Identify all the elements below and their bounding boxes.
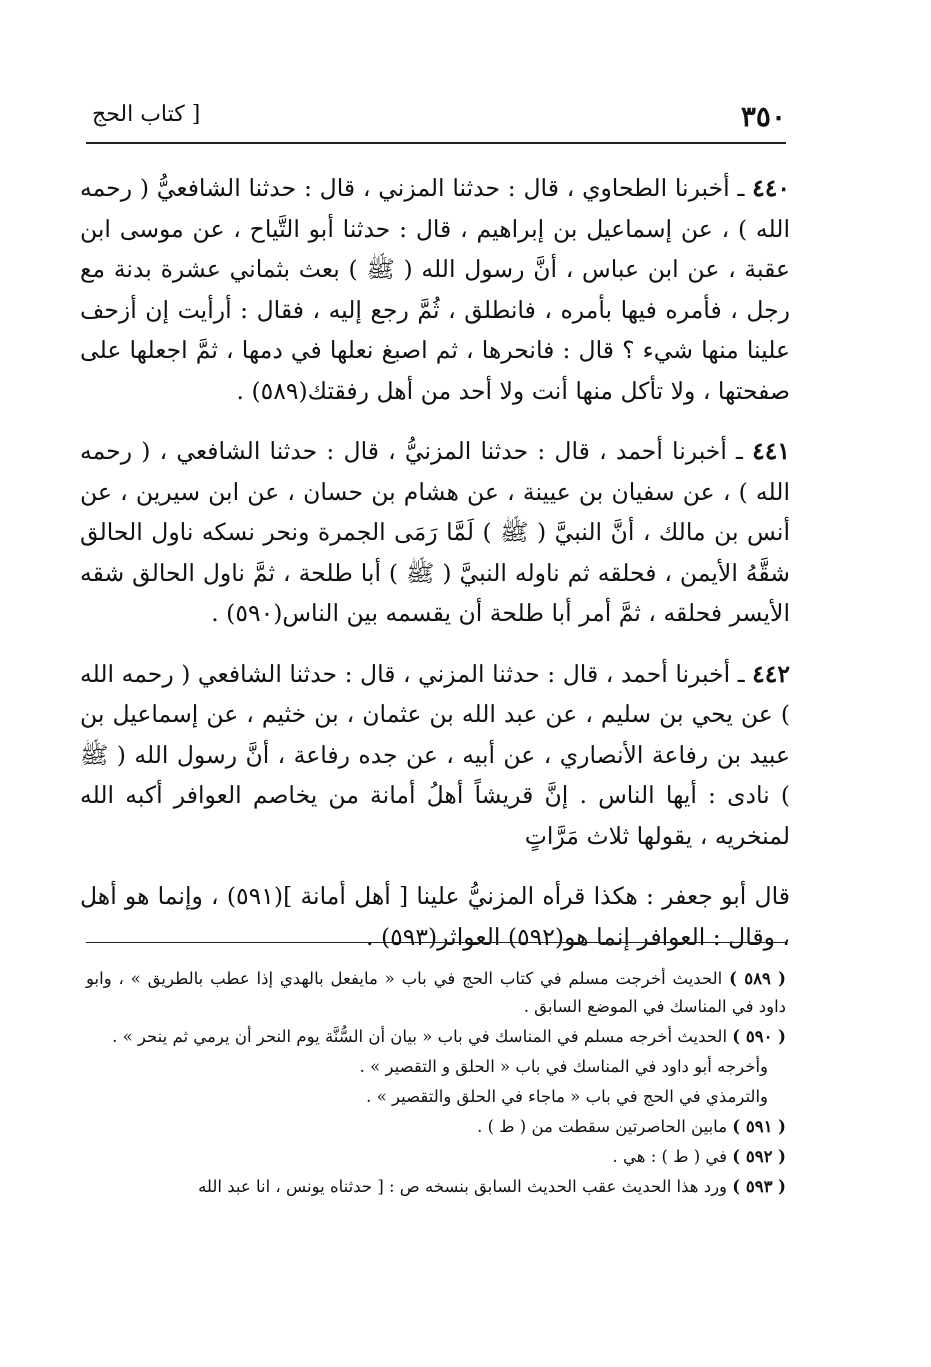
footnote-text: ورد هذا الحديث عقب الحديث السابق بنسخه ص : [ حدثناه يونس ، انا عبد الله [198, 1177, 733, 1196]
footnote-number: ( ٥٩٠ ) [732, 1027, 786, 1046]
footnote-590 [86, 1023, 786, 1051]
page-header [86, 96, 786, 144]
hadith-440 [80, 168, 790, 411]
footnote-text: والترمذي في الحج في باب « ماجاء في الحلق والتقصير » . [366, 1087, 768, 1106]
hadith-441 [80, 431, 790, 634]
footnote-592 [86, 1143, 786, 1171]
footnote-591 [86, 1113, 786, 1141]
footnote-593 [86, 1173, 786, 1201]
footnote-divider [86, 942, 786, 943]
hadith-number: ٤٤١ [752, 437, 790, 465]
page-number: ٣٥٠ [740, 100, 786, 133]
footnote-text: في ( ط ) : هي . [612, 1147, 733, 1166]
main-text [80, 168, 790, 957]
hadith-number: ٤٤٠ [752, 174, 790, 202]
narrator-note: قال أبو جعفر : هكذا قرأه المزنيُّ علينا [ أهل أمانة ](٥٩١) ، وإنما هو أهل ، وقال : العوافر إنما هو(٥٩٢) العواثر(٥٩٣) . [80, 882, 790, 951]
footnote-text: الحديث أخرجه مسلم في المناسك في باب « بيان أن السُّنَّة يوم النحر أن يرمي ثم ينحر » . [112, 1027, 733, 1046]
footnote-590-continued-1 [86, 1053, 786, 1081]
footnotes [86, 965, 786, 1203]
footnote-text: الحديث أخرجت مسلم في كتاب الحج في باب « مايفعل بالهدي إذا عطب بالطريق » ، وابو داود في المناسك في الموضع السابق . [86, 969, 786, 1016]
footnote-589 [86, 965, 786, 1021]
footnote-number: ( ٥٩١ ) [732, 1117, 786, 1136]
footnote-number: ( ٥٩٢ ) [732, 1147, 786, 1166]
hadith-number: ٤٤٢ [752, 659, 790, 688]
hadith-text: ـ أخبرنا الطحاوي ، قال : حدثنا المزني ، قال : حدثنا الشافعيُّ ( رحمه الله ) ، عن إسماعيل بن إبراهيم ، قال : حدثنا أبو التَّياح ، عن موسى ابن عقبة ، عن ابن عباس ، أنَّ رسول الله ( ﷺ ) بعث بثماني عشرة بدنة مع رجل ، فأمره فيها بأمره ، فانطلق ، ثُمَّ رجع إليه ، فقال : أرأيت إن أزحف علينا منها شيء ؟ قال : فانحرها ، ثم اصبغ نعلها في دمها ، ثمَّ اجعلها على صفحتها ، ولا تأكل منها أنت ولا أحد من أهل رفقتك(٥٨٩) . [80, 174, 790, 405]
running-head: [ كتاب الحج [92, 102, 201, 127]
hadith-442 [80, 654, 790, 857]
hadith-text: ـ أخبرنا أحمد ، قال : حدثنا المزنيُّ ، قال : حدثنا الشافعي ، ( رحمه الله ) ، عن سفيان بن عيينة ، عن هشام بن حسان ، عن ابن سيرين ، عن أنس بن مالك ، أنَّ النبيَّ ( ﷺ ) لَمَّا رَمَى الجمرة ونحر نسكه ناول الحالق شقَّهُ الأيمن ، فحلقه ثم ناوله النبيَّ ( ﷺ ) أبا طلحة ، ثمَّ ناول الحالق شقه الأيسر فحلقه ، ثمَّ أمر أبا طلحة أن يقسمه بين الناس(٥٩٠) . [80, 437, 790, 627]
footnote-number: ( ٥٨٩ ) [729, 969, 786, 988]
footnote-number: ( ٥٩٣ ) [732, 1177, 786, 1196]
footnote-text: وأخرجه أبو داود في المناسك في باب « الحلق و التقصير » . [359, 1057, 768, 1076]
footnote-text: مابين الحاصرتين سقطت من ( ط ) . [477, 1117, 733, 1136]
hadith-text: ـ أخبرنا أحمد ، قال : حدثنا المزني ، قال : حدثنا الشافعي ( رحمه الله ) عن يحي بن سليم ، عن عبد الله بن عثمان ، بن خثيم ، عن إسماعيل بن عبيد بن رفاعة الأنصاري ، عن أبيه ، عن جده رفاعة ، أنَّ رسول الله ( ﷺ ) نادى : أيها الناس . إنَّ قريشاً أهلُ أمانة من يخاصم العوافر أكبه الله لمنخريه ، يقولها ثلاث مَرَّاتٍ [80, 659, 790, 850]
footnote-590-continued-2 [86, 1083, 786, 1111]
